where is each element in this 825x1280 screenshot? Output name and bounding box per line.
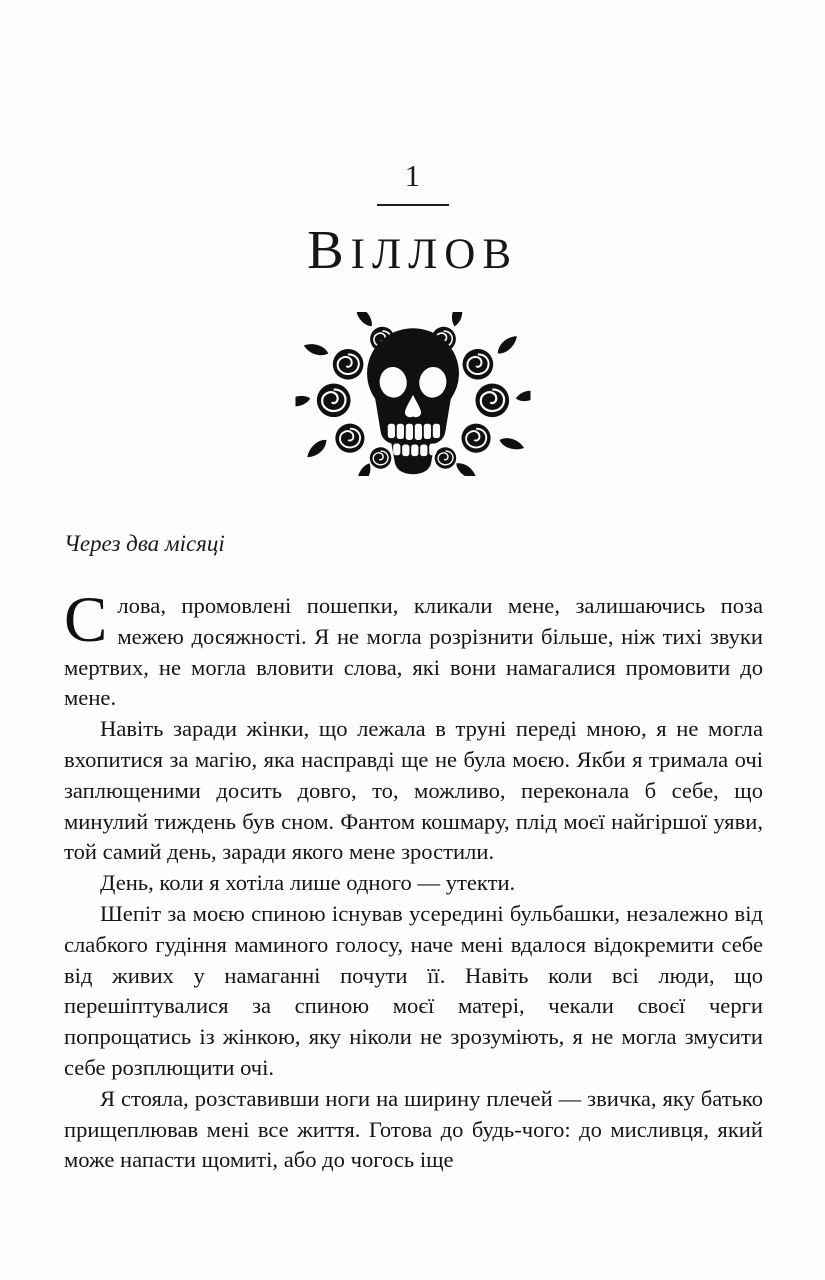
skull-roses-icon (295, 312, 530, 476)
chapter-divider-rule (377, 204, 449, 206)
paragraph-text: лова, промовлені пошепки, кликали мене, залишаючись поза межею досяжності. Я не могла розрізнити більше, ніж тихі звуки мертвих, не могла вловити слова, які вони намагалися промовити до мене. (64, 593, 763, 711)
skull-roses-ornament (295, 312, 530, 481)
paragraph (64, 584, 763, 714)
paragraph (64, 714, 763, 868)
paragraph (64, 899, 763, 1084)
paragraph-text: Шепіт за моєю спиною існував усередині бульбашки, незалежно від слабкого гудіння маминого голосу, наче мені вдалося відокремити себе від живих у намаганні почути її. Навіть коли всі люди, що перешіптувалися за спиною моєї матері, чекали своєї черги попрощатись із жінкою, яку ніколи не зрозуміють, я не могла змусити себе розплющити очі. (64, 900, 763, 1080)
chapter-title (0, 219, 825, 282)
chapter-title-rest: ІЛЛОВ (350, 231, 519, 278)
paragraph (64, 868, 763, 899)
chapter-number: 1 (404, 158, 421, 193)
paragraph-text: Навіть заради жінки, що лежала в труні переді мною, я не могла вхопитися за магію, яка насправді ще не була моєю. Якби я тримала очі заплющеними досить довго, то, можливо, переконала б себе, що минулий тиждень був сном. Фантом кошмару, плід моєї найгіршої уяви, той самий день, заради якого мене зростили. (64, 716, 763, 865)
paragraph (64, 1084, 763, 1176)
chapter-title-initial: В (306, 219, 351, 280)
paragraph-text: Я стояла, розставивши ноги на ширину плечей — звичка, яку батько прищеплював мені все життя. Готова до будь-чого: до мисливця, який може напасти щомиті, або до чогось іще (64, 1085, 763, 1173)
body-text (64, 584, 763, 1176)
paragraph-text: День, коли я хотіла лише одного — утекти. (100, 870, 516, 896)
section-note: Через два місяці (64, 531, 225, 556)
dropcap: С (64, 584, 108, 656)
